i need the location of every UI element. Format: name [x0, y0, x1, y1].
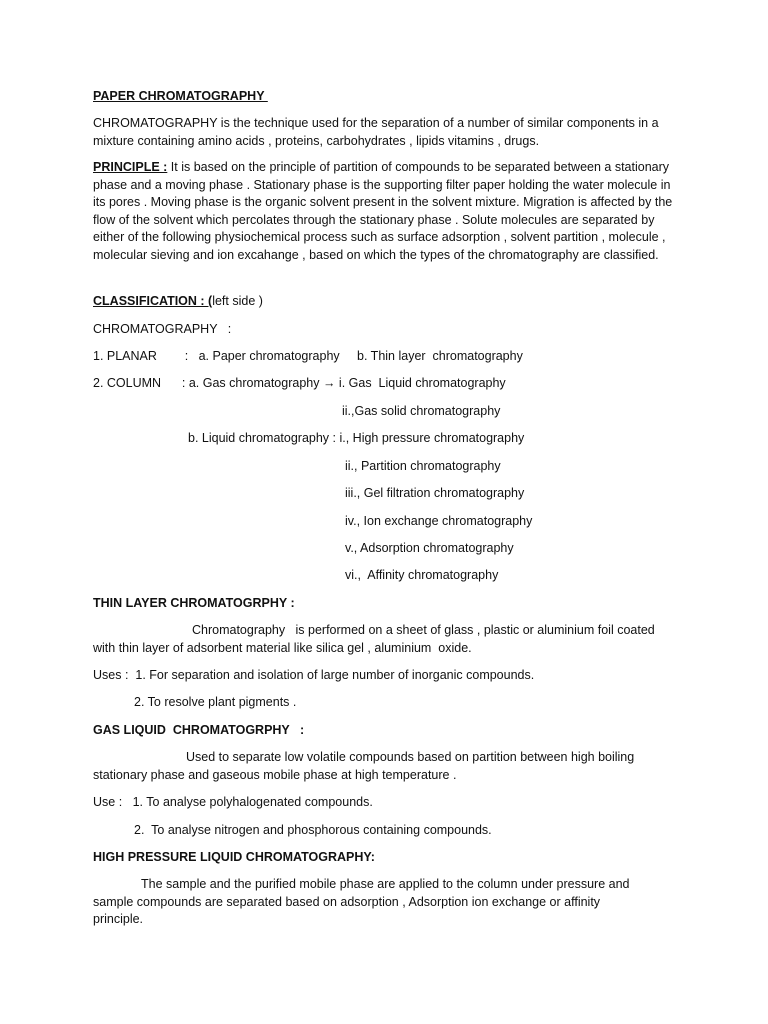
- principle-paragraph: [93, 159, 683, 264]
- hplc-heading: HIGH PRESSURE LIQUID CHROMATOGRAPHY:: [93, 850, 375, 864]
- tlc-text-line: Chromatography is performed on a sheet of glass , plastic or aluminium foil coated: [192, 623, 655, 637]
- principle-text: It is based on the principle of partition of compounds to be separated between a stationary phase and a moving phase . Stationary phase is the supporting filter paper holding the water molecule in its pores . Moving phase is the organic solvent present in the solvent mixture. Migration is affected by the flow of the solvent which percolates through the stationary phase . Solute molecules are separated by either of the following physiochemical process such as surface adsorption , solvent partition , molecule , molecular sieving and ion excahange , based on which the types of the chromatography are classified.: [93, 160, 673, 262]
- classification-label: CLASSIFICATION : (: [93, 294, 213, 308]
- hplc-text-line: principle.: [93, 912, 144, 926]
- tlc-heading: THIN LAYER CHROMATOGRPHY :: [93, 596, 295, 610]
- classification-heading: [93, 293, 263, 311]
- liquid-line: b. Liquid chromatography : i., High pressure chromatography: [188, 431, 525, 445]
- gas-solid-line: ii.,Gas solid chromatography: [342, 404, 501, 418]
- liquid-item: v., Adsorption chromatography: [345, 541, 514, 555]
- liquid-item: vi., Affinity chromatography: [345, 568, 499, 582]
- planar-line: 1. PLANAR : a. Paper chromatography b. Thin layer chromatography: [93, 349, 523, 363]
- tlc-uses-line: 2. To resolve plant pigments .: [134, 695, 297, 709]
- liquid-item: iv., Ion exchange chromatography: [345, 514, 533, 528]
- tlc-uses-line: Uses : 1. For separation and isolation of large number of inorganic compounds.: [93, 668, 535, 682]
- classification-suffix: left side ): [212, 294, 263, 308]
- chromatography-label: CHROMATOGRAPHY :: [93, 322, 232, 336]
- intro-paragraph: CHROMATOGRAPHY is the technique used for the separation of a number of similar components in a mixture containing amino acids , proteins, carbohydrates , lipids vitamins , drugs.: [93, 116, 659, 148]
- liquid-item: ii., Partition chromatography: [345, 459, 501, 473]
- glc-text-line: Used to separate low volatile compounds based on partition between high boiling: [186, 750, 635, 764]
- glc-use-line: 2. To analyse nitrogen and phosphorous containing compounds.: [134, 823, 492, 837]
- hplc-text-line: sample compounds are separated based on adsorption , Adsorption ion exchange or affinity: [93, 895, 601, 909]
- glc-heading: GAS LIQUID CHROMATOGRPHY :: [93, 723, 305, 737]
- principle-label: PRINCIPLE :: [93, 160, 168, 174]
- glc-use-line: Use : 1. To analyse polyhalogenated compounds.: [93, 795, 373, 809]
- hplc-text-line: The sample and the purified mobile phase are applied to the column under pressure and: [141, 877, 630, 891]
- liquid-item: iii., Gel filtration chromatography: [345, 486, 525, 500]
- column-line: 2. COLUMN : a. Gas chromatography → i. Gas Liquid chromatography: [93, 376, 506, 390]
- tlc-text-line: with thin layer of adsorbent material like silica gel , aluminium oxide.: [93, 641, 472, 655]
- glc-text-line: stationary phase and gaseous mobile phase at high temperature .: [93, 768, 457, 782]
- document-title: PAPER CHROMATOGRAPHY: [93, 89, 268, 103]
